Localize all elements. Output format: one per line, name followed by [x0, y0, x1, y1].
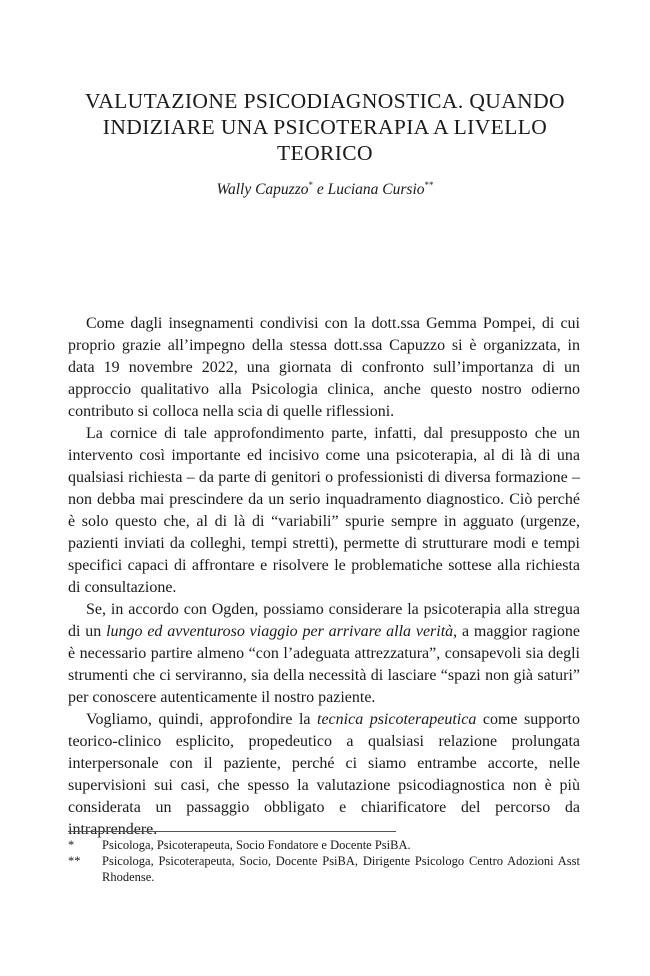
paragraph-3-text-start: Se, in accordo con Ogden, possiamo considerare la psicoterapia alla stregua di un [68, 601, 580, 640]
author-2-name: Luciana Cursio [327, 181, 425, 198]
paragraph-3 [68, 599, 580, 709]
author-2-footnote-mark: ** [424, 180, 434, 190]
author-line [0, 180, 650, 199]
paragraph-2: La cornice di tale approfondimento parte, infatti, dal presupposto che un intervento così importante ed incisivo come una psicoterapia, al di là di una qualsiasi richiesta – da parte di genitori o professionisti di diversa formazione – non debba mai prescindere da un serio inquadramento diagnostico. Ciò perché è solo questo che, al di là di “variabili” spurie sempre in agguato (urgenze, pazienti inviati da colleghi, tempi stretti), permette di strutturare modi e tempi specifici capaci di affrontare e risolvere le problematiche sottese alla richiesta di consultazione. [68, 425, 580, 596]
paragraph-4-text-end: come supporto teorico-clinico esplicito, propedeutico a qualsiasi relazione prolungata interpersonale con il paziente, perché ci siamo entrambe accorte, nelle supervisioni sui casi, che spesso la valutazione psicodiagnostica non è più considerata un passaggio obbligato e chiarificatore del percorso da intraprendere. [68, 711, 580, 838]
author-1-name: Wally Capuzzo [216, 181, 309, 198]
footnote-2 [68, 853, 580, 885]
footnotes [68, 837, 580, 885]
article-title [70, 88, 580, 166]
footnote-2-text: Psicologa, Psicoterapeuta, Socio, Docente PsiBA, Dirigente Psicologo Centro Adozioni Asst Rhodense. [102, 854, 580, 884]
title-line-1: VALUTAZIONE PSICODIAGNOSTICA. QUANDO [85, 89, 565, 113]
paragraph-4-italic-phrase: tecnica psicoterapeutica [317, 711, 477, 728]
title-line-3: TEORICO [277, 141, 373, 165]
author-1-footnote-mark: * [308, 180, 313, 190]
footnote-separator [68, 831, 396, 832]
footnote-1-mark: * [68, 838, 75, 852]
paragraph-3-italic-phrase: lungo ed avventuroso viaggio per arrivare alla verità [106, 623, 454, 640]
paragraph-4 [68, 709, 580, 841]
footnote-1 [68, 837, 580, 853]
paragraph-1: Come dagli insegnamenti condivisi con la dott.ssa Gemma Pompei, di cui proprio grazie all’impegno della stessa dott.ssa Capuzzo si è organizzata, in data 19 novembre 2022, una giornata di confronto sull’importanza di un approccio qualitativo alla Psicologia clinica, anche questo nostro odierno contributo si colloca nella scia di quelle riflessioni. [68, 315, 580, 420]
paragraph-4-text-start: Vogliamo, quindi, approfondire la [86, 711, 317, 728]
paragraph-3-text-end: , a maggior ragione è necessario partire almeno “con l’adeguata attrezzatura”, consapevoli sia degli strumenti che ci serviranno, sia della necessità di lasciare “spazi non già saturi” per conoscere autenticamente il nostro paziente. [68, 623, 581, 706]
footnote-2-mark: ** [68, 854, 81, 868]
footnote-1-text: Psicologa, Psicoterapeuta, Socio Fondatore e Docente PsiBA. [102, 838, 411, 852]
title-line-2: INDIZIARE UNA PSICOTERAPIA A LIVELLO [102, 115, 548, 139]
author-conjunction: e [316, 181, 324, 198]
article-body [68, 313, 580, 841]
